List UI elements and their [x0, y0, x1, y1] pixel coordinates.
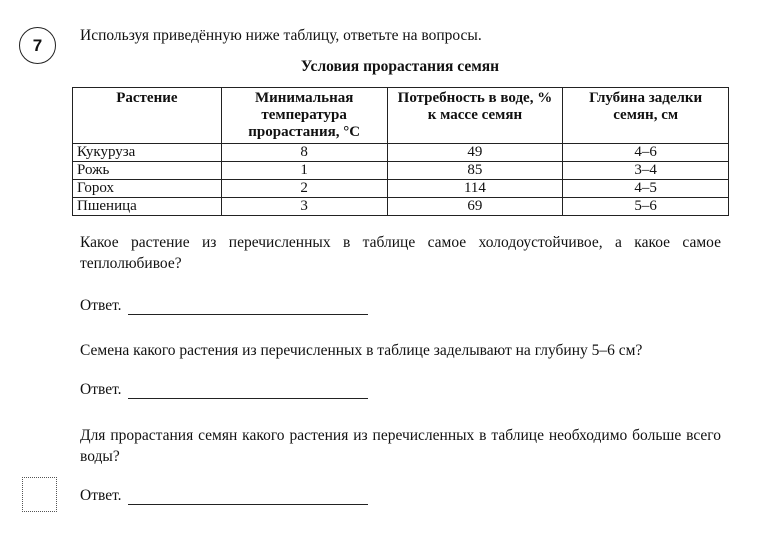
cell-plant: Кукуруза — [73, 144, 222, 162]
answer-label: Ответ. — [80, 297, 122, 314]
answer-row-2 — [80, 381, 368, 399]
answer-row-3 — [80, 487, 368, 505]
seed-conditions-table — [72, 87, 729, 216]
task-number-badge: 7 — [19, 27, 56, 64]
cell-sowing-depth: 4–5 — [563, 180, 729, 198]
answer-line-1[interactable] — [128, 299, 368, 315]
cell-plant: Пшеница — [73, 198, 222, 216]
question-3: Для прорастания семян какого растения из перечисленных в таблице необходимо больше всего воды? — [80, 427, 721, 465]
table-row — [73, 180, 729, 198]
table-header-row — [73, 88, 729, 144]
cell-water-need: 69 — [387, 198, 563, 216]
header-plant: Растение — [73, 88, 222, 144]
table-row — [73, 162, 729, 180]
cell-sowing-depth: 4–6 — [563, 144, 729, 162]
answer-row-1 — [80, 297, 368, 315]
cell-min-temperature: 3 — [221, 198, 387, 216]
table-row — [73, 198, 729, 216]
cell-plant: Рожь — [73, 162, 222, 180]
cell-sowing-depth: 3–4 — [563, 162, 729, 180]
answer-label: Ответ. — [80, 381, 122, 398]
cell-plant: Горох — [73, 180, 222, 198]
cell-min-temperature: 1 — [221, 162, 387, 180]
task-intro: Используя приведённую ниже таблицу, ответьте на вопросы. — [80, 27, 482, 44]
cell-sowing-depth: 5–6 — [563, 198, 729, 216]
header-sowing-depth: Глубина заделки семян, см — [563, 88, 729, 144]
cell-min-temperature: 8 — [221, 144, 387, 162]
score-box[interactable] — [22, 477, 57, 512]
cell-water-need: 114 — [387, 180, 563, 198]
question-2: Семена какого растения из перечисленных в таблице заделывают на глубину 5–6 см? — [80, 342, 643, 359]
table-row — [73, 144, 729, 162]
answer-line-2[interactable] — [128, 383, 368, 399]
answer-line-3[interactable] — [128, 489, 368, 505]
question-1: Какое растение из перечисленных в таблице самое холодоустойчивое, а какое самое теплолюбивое? — [80, 234, 721, 272]
header-min-temperature: Минимальная температура прорастания, °С — [221, 88, 387, 144]
cell-min-temperature: 2 — [221, 180, 387, 198]
table-title: Условия прорастания семян — [300, 58, 500, 75]
header-water-need: Потребность в воде, % к массе семян — [387, 88, 563, 144]
answer-label: Ответ. — [80, 487, 122, 504]
cell-water-need: 49 — [387, 144, 563, 162]
cell-water-need: 85 — [387, 162, 563, 180]
